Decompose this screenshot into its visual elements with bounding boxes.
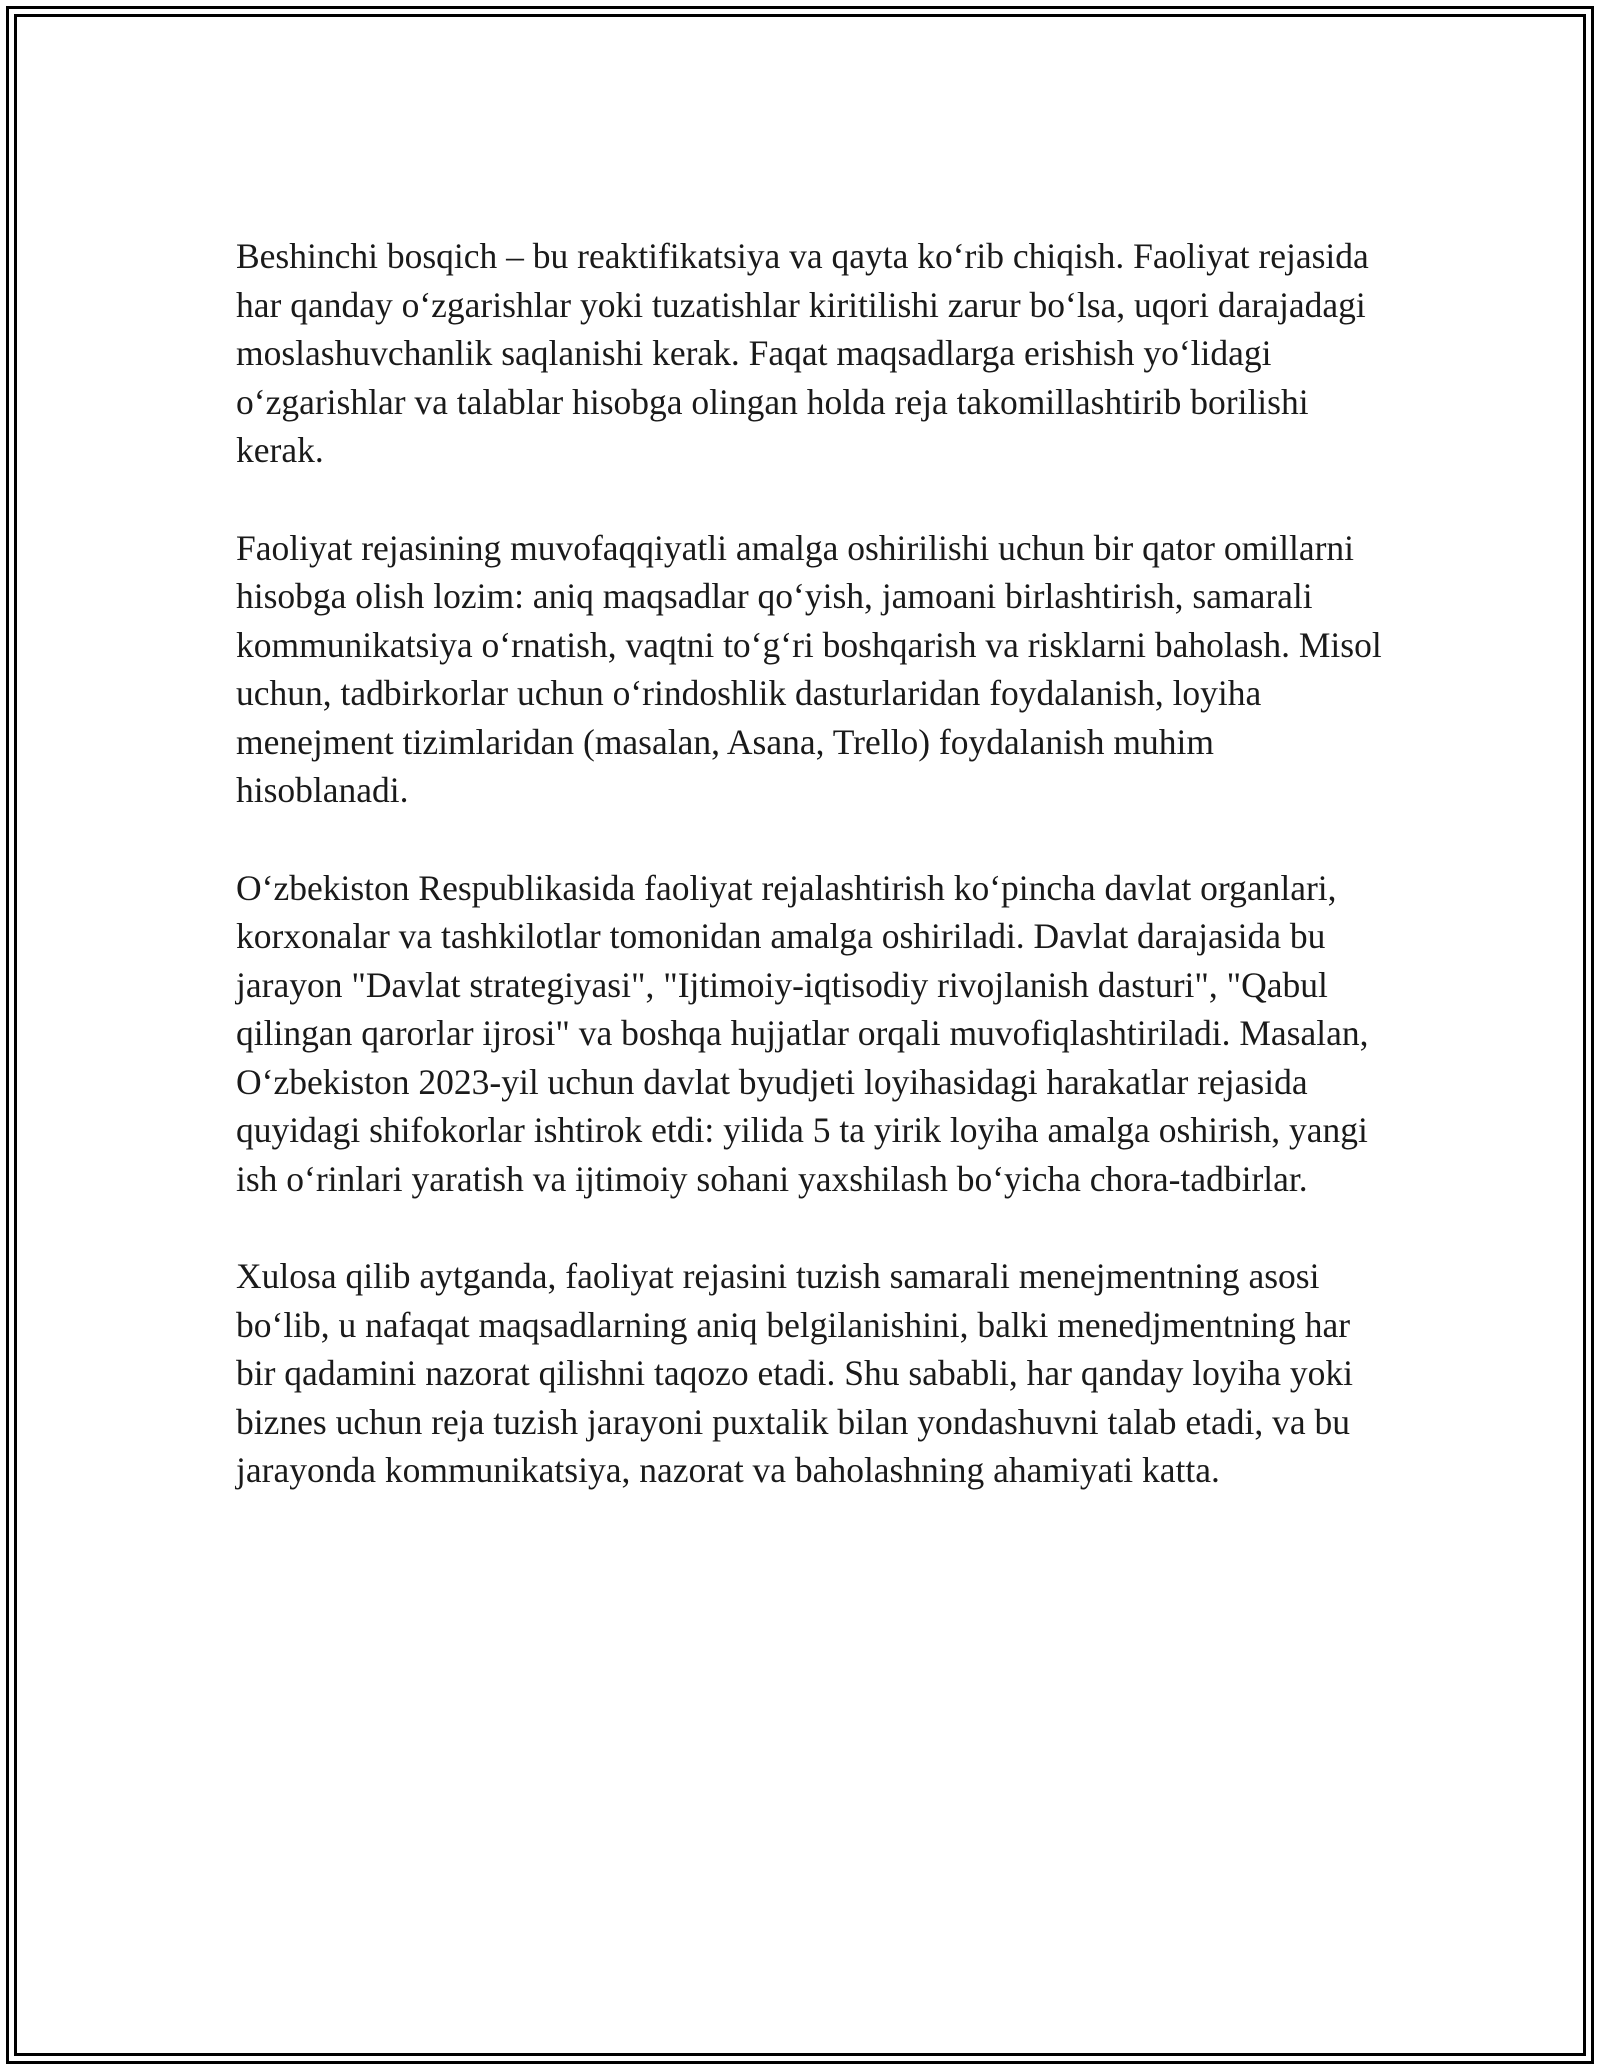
- paragraph-conclusion: Xulosa qilib aytganda, faoliyat rejasini tuzish samarali menejmentning asosi bo‘lib, u nafaqat maqsadlarning aniq belgilanishini, balki menedjmentning har bir qadamini nazorat qilishni taqozo etadi. Shu sababli, har qanday loyiha yoki biznes uchun reja tuzish jarayoni puxtalik bilan yondashuvni talab etadi, va bu jarayonda kommunikatsiya, nazorat va baholashning ahamiyati katta.: [236, 1256, 1353, 1490]
- paragraph-revision-stage: Beshinchi bosqich – bu reaktifikatsiya va qayta ko‘rib chiqish. Faoliyat rejasida har qanday o‘zgarishlar yoki tuzatishlar kiritilishi zarur bo‘lsa, uqori darajadagi moslashuvchanlik saqlanishi kerak. Faqat maqsadlarga erishish yo‘lidagi o‘zgarishlar va talablar hisobga olingan holda reja takomillashtirib borilishi kerak.: [236, 236, 1369, 470]
- paragraph-uzbekistan-planning: O‘zbekiston Respublikasida faoliyat rejalashtirish ko‘pincha davlat organlari, korxonalar va tashkilotlar tomonidan amalga oshiriladi. Davlat darajasida bu jarayon "Davlat strategiyasi", "Ijtimoiy-iqtisodiy rivojlanish dasturi", "Qabul qilingan qarorlar ijrosi" va boshqa hujjatlar orqali muvofiqlashtiriladi. Masalan, O‘zbekiston 2023-yil uchun davlat byudjeti loyihasidagi harakatlar rejasida quyidagi shifokorlar ishtirok etdi: yilida 5 ta yirik loyiha amalga oshirish, yangi ish o‘rinlari yaratish va ijtimoiy sohani yaxshilash bo‘yicha chora-tadbirlar.: [236, 867, 1369, 1199]
- paragraph-success-factors: Faoliyat rejasining muvofaqqiyatli amalga oshirilishi uchun bir qator omillarni hisobga olish lozim: aniq maqsadlar qo‘yish, jamoani birlashtirish, samarali kommunikatsiya o‘rnatish, vaqtni to‘g‘ri boshqarish va risklarni baholash. Misol uchun, tadbirkorlar uchun o‘rindoshlik dasturlaridan foydalanish, loyiha menejment tizimlaridan (masalan, Asana, Trello) foydalanish muhim hisoblanadi.: [236, 527, 1382, 810]
- document-body: [236, 232, 1386, 1544]
